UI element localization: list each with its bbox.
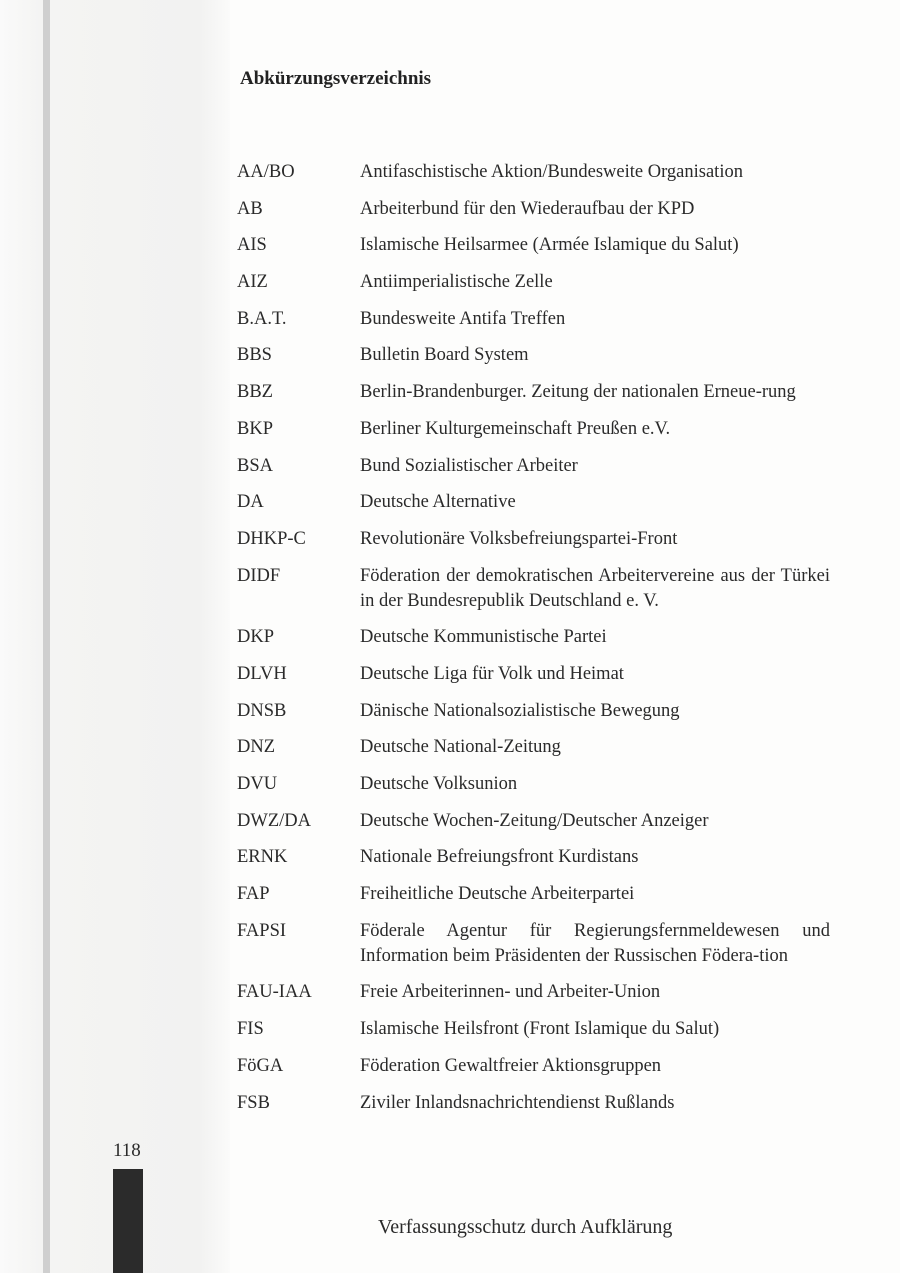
abbreviation: BBZ — [237, 382, 273, 403]
abbreviation-entry — [237, 490, 837, 515]
abbreviation: AIZ — [237, 272, 268, 293]
page-gutter — [0, 0, 230, 1273]
abbreviation-meaning: Bund Sozialistischer Arbeiter — [360, 455, 578, 476]
abbreviation-meaning: Revolutionäre Volksbefreiungspartei-Front — [360, 528, 678, 549]
abbreviation-entry — [237, 845, 837, 870]
abbreviation-meaning: Antifaschistische Aktion/Bundesweite Organisation — [360, 162, 743, 182]
abbreviation: FöGA — [237, 1055, 284, 1076]
abbreviation: DWZ/DA — [237, 810, 311, 831]
abbreviation-meaning: Deutsche National-Zeitung — [360, 737, 561, 758]
abbreviation: DVU — [237, 774, 278, 794]
abbreviation-meaning: Freiheitliche Deutsche Arbeiterpartei — [360, 884, 635, 905]
abbreviation-entry — [237, 772, 837, 797]
abbreviation-entry — [237, 380, 837, 405]
abbreviation: FAU-IAA — [237, 982, 312, 1003]
abbreviation: BBS — [237, 345, 272, 366]
abbreviation-meaning: Antiimperialistische Zelle — [360, 272, 553, 293]
abbreviation-entry — [237, 233, 837, 258]
page-title: Abkürzungsverzeichnis — [240, 68, 432, 89]
abbreviation-entry — [237, 1017, 837, 1042]
abbreviation: DNZ — [237, 737, 276, 758]
abbreviation-meaning: Nationale Befreiungsfront Kurdistans — [360, 847, 639, 868]
abbreviation-entry — [237, 307, 837, 332]
abbreviation: B.A.T. — [237, 308, 287, 329]
abbreviation: DNSB — [237, 700, 287, 721]
abbreviation: FIS — [237, 1019, 264, 1040]
abbreviation-entry — [237, 699, 837, 724]
abbreviation-meaning: Föderale Agentur für Regierungsfernmeldewesen und Information beim Präsidenten der Russischen Födera-tion — [360, 920, 830, 966]
abbreviation-entry — [237, 809, 837, 834]
abbreviation-meaning: Deutsche Alternative — [360, 492, 516, 513]
page-footer: Verfassungsschutz durch Aufklärung — [378, 1216, 673, 1238]
abbreviation-meaning: Föderation Gewaltfreier Aktionsgruppen — [360, 1055, 662, 1076]
abbreviation-meaning: Islamische Heilsfront (Front Islamique du Salut) — [360, 1019, 720, 1040]
binding-edge — [43, 0, 50, 1273]
abbreviation-entry — [237, 662, 837, 687]
abbreviation-entry — [237, 1054, 837, 1079]
abbreviation: DLVH — [237, 663, 287, 684]
abbreviation-meaning: Islamische Heilsarmee (Armée Islamique du Salut) — [360, 235, 739, 256]
abbreviation-entry — [237, 980, 837, 1005]
abbreviation: FSB — [237, 1092, 270, 1113]
abbreviation-entry — [237, 270, 837, 295]
abbreviation: DA — [237, 492, 264, 513]
abbreviation: FAP — [237, 884, 270, 905]
abbreviation-meaning: Deutsche Liga für Volk und Heimat — [360, 663, 624, 684]
abbreviation: AA/BO — [237, 162, 295, 182]
abbreviation: BSA — [237, 455, 273, 476]
abbreviation-entry — [237, 919, 837, 969]
abbreviation-entry — [237, 625, 837, 650]
abbreviation-entry — [237, 882, 837, 907]
abbreviation-entry — [237, 735, 837, 760]
abbreviation-list — [237, 160, 837, 1127]
abbreviation: DKP — [237, 627, 275, 648]
abbreviation-meaning: Deutsche Volksunion — [360, 774, 518, 794]
abbreviation: AIS — [237, 235, 267, 256]
abbreviation-entry — [237, 527, 837, 552]
abbreviation-meaning: Berlin-Brandenburger. Zeitung der nationalen Erneue-rung — [360, 382, 796, 403]
abbreviation: DHKP-C — [237, 528, 306, 549]
abbreviation-meaning: Berliner Kulturgemeinschaft Preußen e.V. — [360, 418, 671, 439]
abbreviation-entry — [237, 417, 837, 442]
abbreviation-meaning: Föderation der demokratischen Arbeitervereine aus der Türkei in der Bundesrepublik Deutschland e. V. — [360, 565, 830, 611]
abbreviation-entry — [237, 454, 837, 479]
abbreviation-entry — [237, 1091, 837, 1116]
abbreviation: ERNK — [237, 847, 288, 868]
abbreviation-meaning: Deutsche Wochen-Zeitung/Deutscher Anzeiger — [360, 810, 709, 831]
abbreviation: BKP — [237, 418, 273, 439]
abbreviation-meaning: Deutsche Kommunistische Partei — [360, 627, 607, 648]
abbreviation-meaning: Dänische Nationalsozialistische Bewegung — [360, 700, 680, 721]
abbreviation-entry — [237, 197, 837, 222]
thumb-index-bar — [113, 1169, 143, 1273]
abbreviation: FAPSI — [237, 920, 287, 941]
abbreviation-meaning: Ziviler Inlandsnachrichtendienst Rußlands — [360, 1092, 675, 1113]
abbreviation-meaning: Arbeiterbund für den Wiederaufbau der KPD — [360, 198, 695, 219]
abbreviation-meaning: Bulletin Board System — [360, 345, 529, 366]
page-number: 118 — [113, 1140, 141, 1161]
abbreviation-entry — [237, 160, 837, 185]
abbreviation-entry — [237, 343, 837, 368]
abbreviation: DIDF — [237, 565, 281, 586]
abbreviation: AB — [237, 198, 263, 219]
abbreviation-meaning: Bundesweite Antifa Treffen — [360, 308, 566, 329]
abbreviation-meaning: Freie Arbeiterinnen- und Arbeiter-Union — [360, 982, 661, 1003]
abbreviation-entry — [237, 564, 837, 614]
